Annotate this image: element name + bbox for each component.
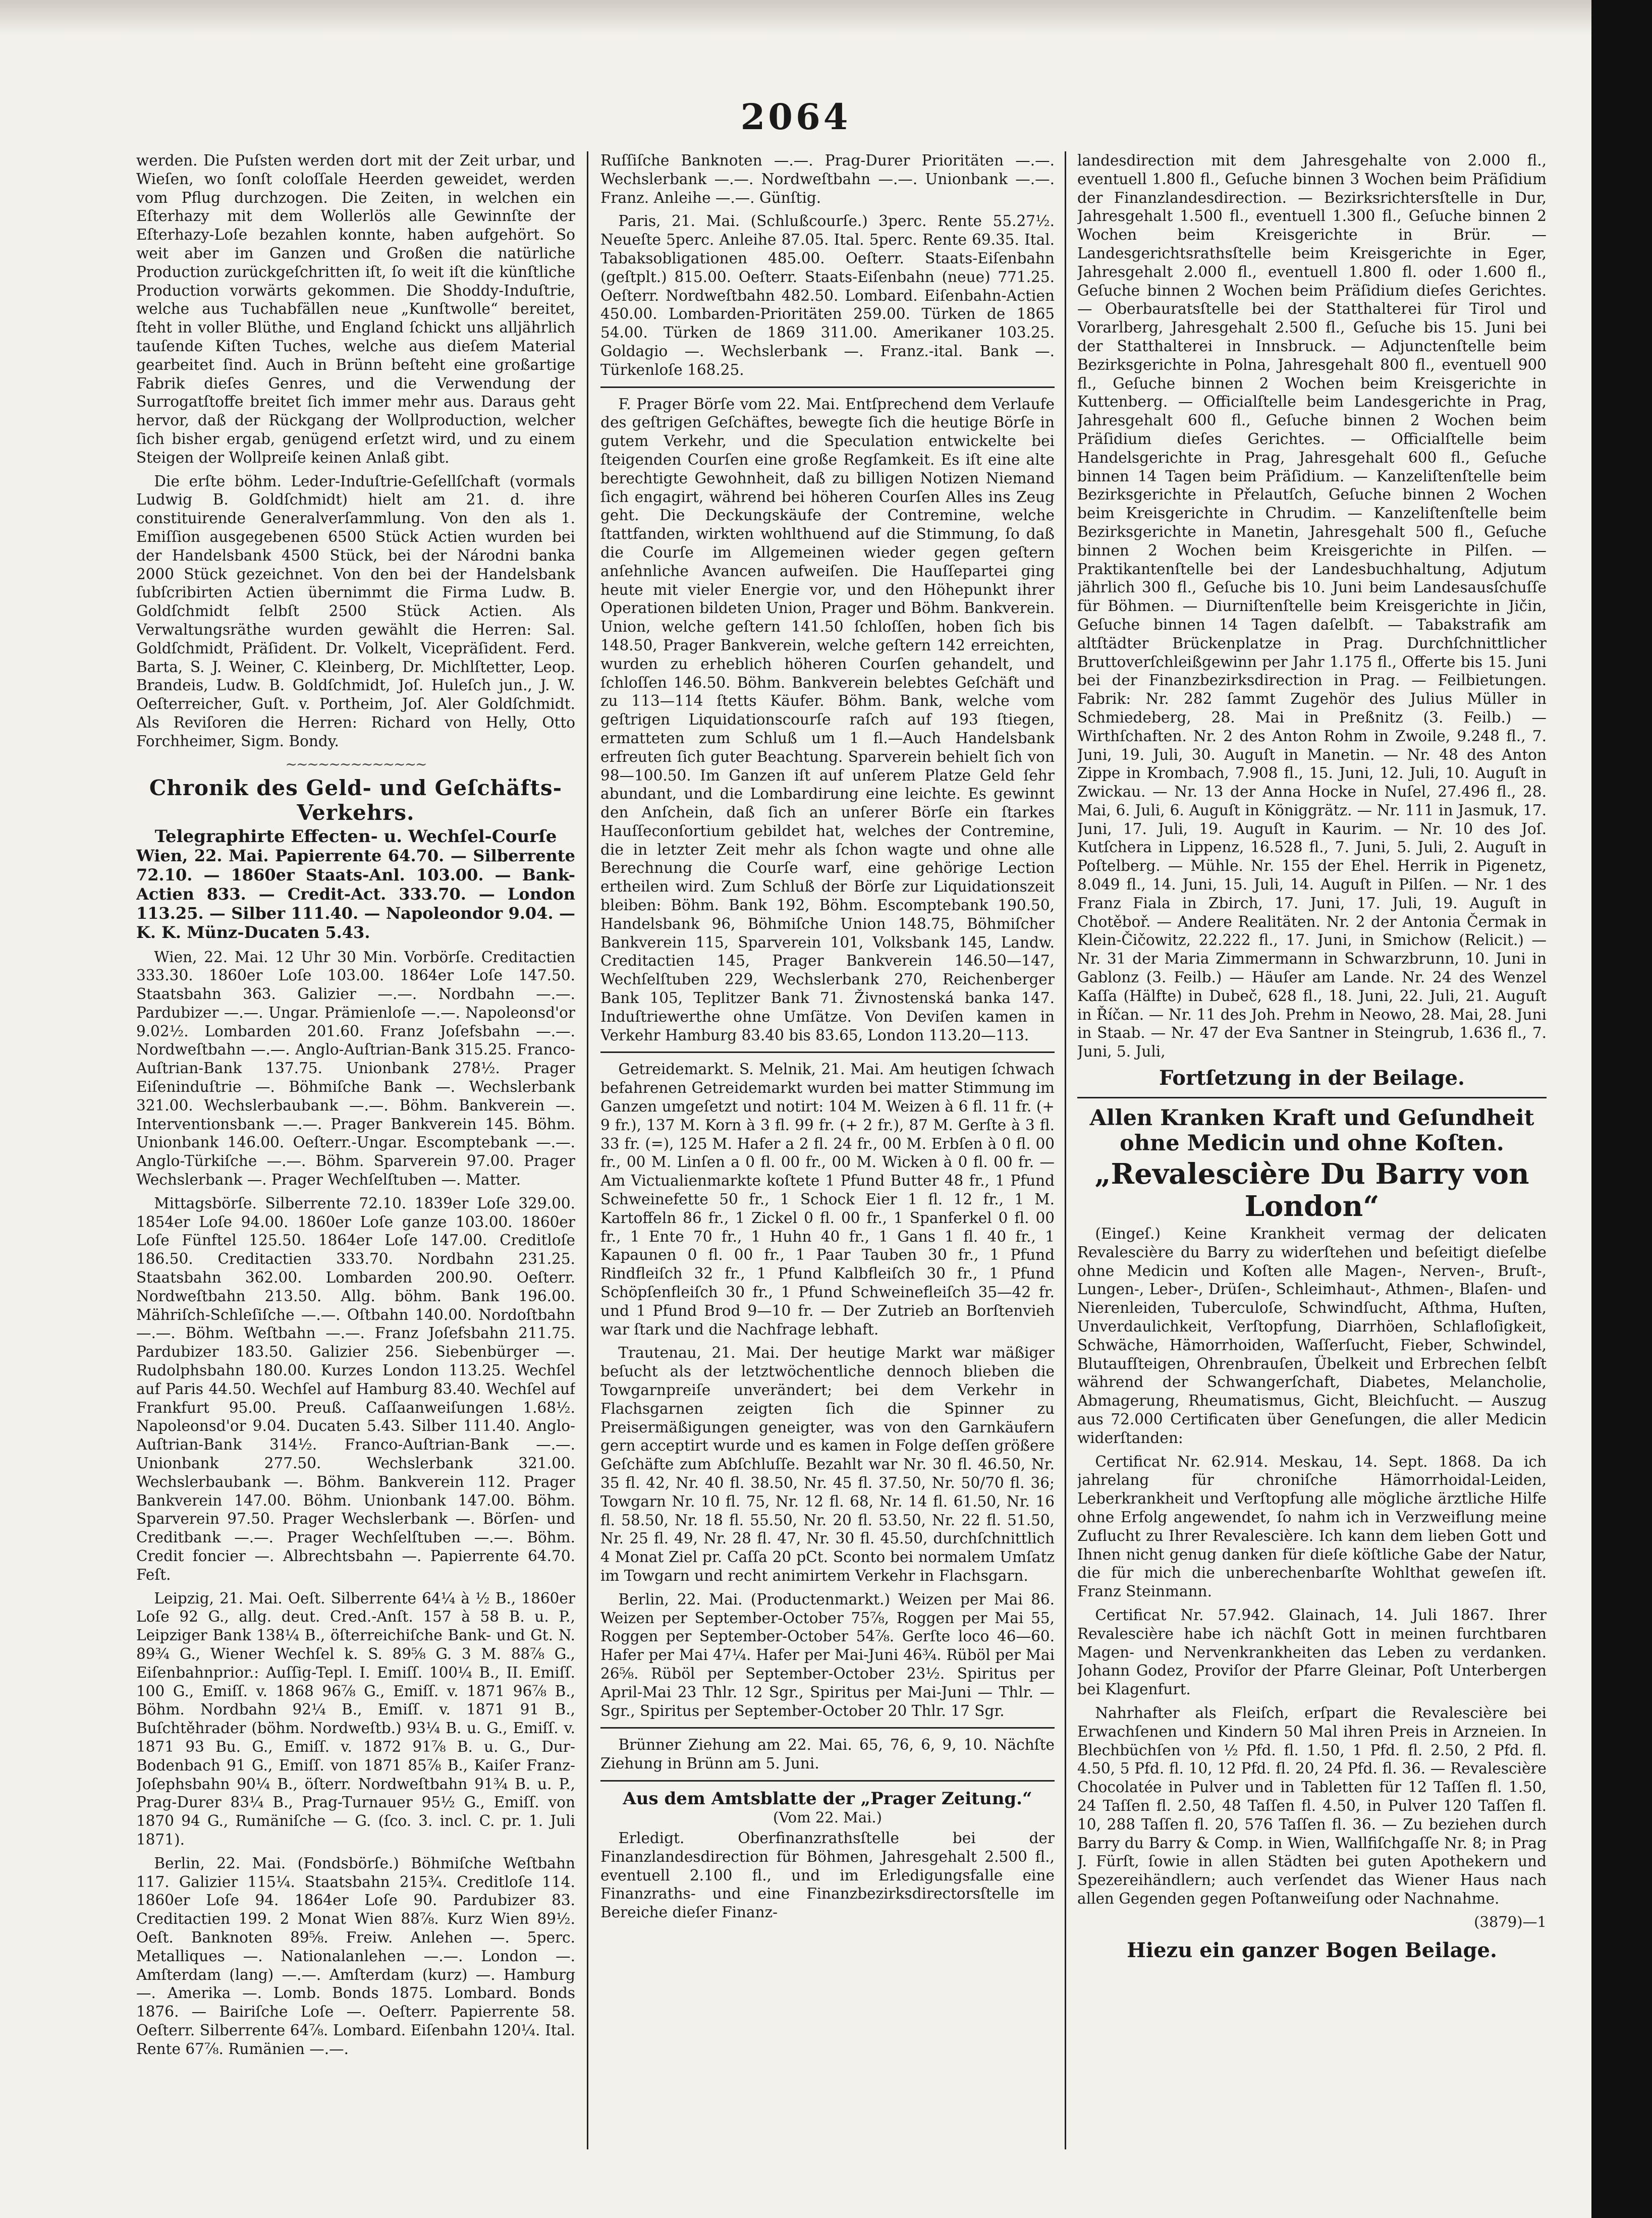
paragraph-berlin-fonds: Berlin, 22. Mai. (Fondsbörſe.) Böhmiſche Weſtbahn 117. Galizier 115¼. Staatsbahn 215¾. Creditloſe 114. 1860er Loſe 94. 1864er Loſe 90. Pardubizer 83. Creditactien 199. 2 Monat Wien 88⅞. Kurz Wien 89½. Oeſt. Banknoten 89⅝. Freiw. Anlehen —. 5perc. Metalliques —. Nationalanlehen —.—. London —. Amſterdam (lang) —.—. Amſterdam (kurz) —. Hamburg —. Amerika —. Lomb. Bonds 1875. Lombard. Bonds 1876. — Bairiſche Loſe —. Oeſterr. Papierrente 58. Oeſterr. Silberrente 64⅞. Lombard. Eiſenbahn 120¼. Ital. Rente 67⅞. Rumänien —.—. [136, 1854, 575, 2058]
paragraph-paris: Paris, 21. Mai. (Schlußcourſe.) 3perc. Rente 55.27½. Neueſte 5perc. Anleihe 87.05. Ital. 5perc. Rente 69.35. Ital. Tabaksobligationen 485.00. Oeſterr. Staats-Eiſenbahn (geſtplt.) 815.00. Oeſterr. Staats-Eiſenbahn (neue) 771.25. Oeſterr. Nordweſtbahn 482.50. Lombard. Eiſenbahn-Actien 450.00. Lombarden-Prioritäten 259.00. Türken de 1865 54.00. Türken de 1869 311.00. Amerikaner 103.25. Goldagio —. Wechslerbank —. Franz.-ital. Bank —. Türkenloſe 168.25. [600, 212, 1055, 378]
paragraph-continuation: Ruſſiſche Banknoten —.—. Prag-Durer Prioritäten —.—. Wechslerbank —.—. Nordweſtbahn —.—. Unionbank —.—. Franz. Anleihe —.—. Günſtig. [600, 152, 1055, 206]
paragraph-trautenau: Trautenau, 21. Mai. Der heutige Markt war mäßiger beſucht als der letztwöchentliche dennoch blieben die Towgarnpreiſe unverändert; bei dem Verkehr in Flachsgarnen zeigten ſich die Spinner zu Preisermäßigungen geneigter, was von den Garnkäufern gern acceptirt wurde und es kamen in Folge deſſen größere Geſchäfte zum Abſchluſſe. Bezahlt war Nr. 30 fl. 46.50, Nr. 35 fl. 42, Nr. 40 fl. 38.50, Nr. 45 fl. 37.50, Nr. 50/70 fl. 36; Towgarn Nr. 10 fl. 75, Nr. 12 fl. 68, Nr. 14 fl. 61.50, Nr. 16 fl. 58.50, Nr. 18 fl. 55.50, Nr. 20 fl. 53.50, Nr. 22 fl. 51.50, Nr. 25 fl. 49, Nr. 28 fl. 47, Nr. 30 fl. 45.50, durchſchnittlich 4 Monat Ziel pr. Caſſa 20 pCt. Sconto bei normalem Umſatz im Towgarn und recht animirtem Verkehr in Flachsgarn. [600, 1344, 1055, 1584]
section-title-chronik: Chronik des Geld- und Geſchäfts-Verkehrs. [149, 775, 563, 825]
ad-paragraph-prices: Nahrhafter als Fleiſch, erſpart die Revalescière bei Erwachſenen und Kindern 50 Mal ihren Preis in Arzneien. In Blechbüchſen von ½ Pfd. fl. 1.50, 1 Pfd. fl. 2.50, 2 Pfd. fl. 4.50, 5 Pfd. fl. 10, 12 Pfd. fl. 20, 24 Pfd. fl. 36. — Revalescière Chocolatée in Pulver und in Tabletten für 12 Taſſen fl. 1.50, 24 Taſſen fl. 2.50, 48 Taſſen fl. 4.50, in Pulver 120 Taſſen fl. 10, 288 Taſſen fl. 20, 576 Taſſen fl. 36. — Zu beziehen durch Barry du Barry & Comp. in Wien, Wallfiſchgaſſe Nr. 8; in Prag J. Fürſt, ſowie in allen Städten bei guten Apothekern und Spezereihändlern; auch verſendet das Wiener Haus nach allen Gegenden gegen Poſtanweiſung oder Nachnahme. [1077, 1704, 1547, 1907]
paragraph-wool: werden. Die Puſsten werden dort mit der Zeit urbar, und Wieſen, wo ſonſt coloſſale Heerden geweidet, werden vom Pflug durchzogen. Die Zeiten, in welchen ein Eſterhazy mit dem Wollerlös alle Gewinnſte der Eſterhazy-Loſe bezahlen konnte, haben aufgehört. So weit aber im Ganzen und Großen die natürliche Production zurückgeſchritten iſt, ſo weit iſt die künſtliche Production vorwärts gekommen. Die Shoddy-Induſtrie, welche aus Tuchabfällen neue „Kunſtwolle“ bereitet, ſteht in voller Blüthe, und England ſchickt uns alljährlich tauſende Kiſten Tuches, welche aus dieſem Material gearbeitet ſind. Auch in Brünn beſteht eine großartige Fabrik dieſes Genres, und die Verwendung der Surrogatſtoffe breitet ſich immer mehr aus. Daraus geht hervor, daß der Rückgang der Wollproduction, welcher ſich bisher ergab, genügend erſetzt wird, und zu einem Steigen der Wollpreiſe keinen Anlaß gibt. [136, 152, 575, 466]
paragraph-prague-bourse: F. Prager Börſe vom 22. Mai. Entſprechend dem Verlaufe des geſtrigen Geſchäftes, bewegte ſich die heutige Börſe in gutem Verkehr, und die Speculation entwickelte bei ſteigenden Courſen eine große Regſamkeit. Es iſt eine alte berechtigte Gewohnheit, daß zu billigen Notizen Niemand ſich engagirt, während bei höheren Courſen Alles ins Zeug geht. Die Deckungskäufe der Contremine, welche ſtattfanden, wirkten wohlthuend auf die Stimmung, ſo daß die Courſe im Allgemeinen wieder gegen geſtern anſehnliche Avancen aufweiſen. Die Hauſſepartei ging heute mit vieler Energie vor, und den Höhepunkt ihrer Operationen bildeten Union, Prager und Böhm. Bankverein. Union, welche geſtern 141.50 ſchloſſen, hoben ſich bis 148.50, Prager Bankverein, welche geſtern 142 erreichten, wurden zu erheblich höheren Courſen gehandelt, und ſchloſſen 146.50. Böhm. Bankverein belebtes Geſchäft und zu 113—114 ſtetts Käufer. Böhm. Bank, welche vom geſtrigen Liquidationscourſe raſch auf 193 ſtiegen, ermatteten zum Schluß um 1 fl.—Auch Handelsbank erfreuten ſich guter Beachtung. Sparverein behielt ſich von 98—100.50. Im Ganzen iſt auf unſerem Platze Geld ſehr abundant, und die Lombardirung eine leichte. Es gewinnt den Anſchein, daß ſich an unſerer Börſe ein ſtarkes Hauſſeconſortium gebildet hat, welches der Contremine, die in letzter Zeit mehr als ſchon wagte und ohne alle Berechnung die Courſe warf, eine gehörige Lection ertheilen wird. Zum Schluß der Börſe zur Liquidationszeit bleiben: Böhm. Bank 192, Böhm. Escomptebank 190.50, Handelsbank 96, Böhmiſche Union 148.75, Böhmiſcher Bankverein 115, Sparverein 101, Volksbank 145, Landw. Creditactien 145, Prager Bankverein 146.50—147, Wechſelſtuben 229, Wechslerbank 270, Reichenberger Bank 105, Teplitzer Bank 71. Živnostenská banka 147. Induſtriewerthe ohne Umſätze. Von Deviſen kamen in Verkehr Hamburg 83.40 bis 83.65, London 113.20—113. [600, 395, 1055, 1044]
divider-ornament: ~~~~~~~~~~~~~ [285, 755, 426, 772]
ad-paragraph-certificate-1: Certificat Nr. 62.914. Meskau, 14. Sept. 1868. Da ich jahrelang für chroniſche Hämorrhoidal-Leiden, Leberkrankheit und Verſtopfung alle mögliche ärztliche Hilfe ohne Erfolg angewendet, ſo nahm ich in Verzweiflung meine Zuflucht zu Ihrer Revalescière. Ich kann dem lieben Gott und Ihnen nicht genug danken für dieſe köſtliche Gabe der Natur, die für mich die unberechenbarſte Wohlthat geweſen iſt. Franz Steinmann. [1077, 1453, 1547, 1600]
divider [600, 1727, 1055, 1729]
telegraph-body: Wien, 22. Mai. Papierrente 64.70. — Silberrente 72.10. — 1860er Staats-Anl. 103.00. — Bank-Actien 833. — Credit-Act. 333.70. — London 113.25. — Silber 111.40. — Napoleondor 9.04. — K. K. Münz-Ducaten 5.43. [136, 846, 575, 942]
paragraph-vacancies-cont: landesdirection mit dem Jahresgehalte von 2.000 fl., eventuell 1.800 fl., Geſuche binnen 3 Wochen beim Präſidium der Finanzlandesdirection. — Bezirksrichtersſtelle in Dur, Jahresgehalt 1.500 fl., eventuell 1.300 fl., Geſuche binnen 2 Wochen beim Kreisgerichte in Brür. — Landesgerichtsrathsſtelle beim Kreisgerichte in Eger, Jahresgehalt 2.000 fl., eventuell 1.800 fl. oder 1.600 fl., Geſuche binnen 2 Wochen beim Präſidium dieſes Gerichtes. — Oberbauratsſtelle bei der Statthalterei für Tirol und Vorarlberg, Jahresgehalt 2.500 fl., Geſuche bis 15. Juni bei der Statthalterei in Innsbruck. — Adjunctenſtelle beim Bezirksgerichte in Polna, Jahresgehalt 800 fl., eventuell 900 fl., Geſuche binnen 2 Wochen beim Kreisgerichte in Kuttenberg. — Officialſtelle beim Landesgerichte in Prag, Jahresgehalt 600 fl., Geſuche binnen 2 Wochen beim Präſidium dieſes Gerichtes. — Officialſtelle beim Handelsgerichte in Prag, Jahresgehalt 600 fl., Geſuche binnen 14 Tagen beim Präſidium. — Kanzeliſtenſtelle beim Bezirksgerichte in Přelautſch, Geſuche binnen 2 Wochen beim Kreisgerichte in Chrudim. — Kanzeliſtenſtelle beim Bezirksgerichte in Manetin, Jahresgehalt 500 fl., Geſuche binnen 2 Wochen beim Kreisgerichte in Pilſen. — Praktikantenſtelle bei der Landesbuchhaltung, Adjutum jährlich 300 fl., Geſuche bis 10. Juni beim Landesausſchuſſe für Böhmen. — Diurniſtenſtelle beim Kreisgerichte in Jičin, Geſuche binnen 14 Tagen daſelbſt. — Tabakstrafik am altſtädter Brückenplatze in Prag. Durchſchnittlicher Bruttoverſchleißgewinn per Jahr 1.175 fl., Offerte bis 15. Juni bei der Finanzbezirksdirection in Prag. — Feilbietungen. Fabrik: Nr. 282 ſammt Zugehör des Julius Müller in Schmiedeberg, 28. Mai in Preßnitz (3. Feilb.) — Wirthſchaften. Nr. 2 des Anton Rohm in Zwoile, 9.248 fl., 7. Juni, 19. Juli, 30. Auguſt in Manetin. — Nr. 48 des Anton Zippe in Krombach, 7.908 fl., 15. Juni, 12. Juli, 10. Auguſt in Zwickau. — Nr. 13 der Anna Hocke in Nuſel, 27.496 fl., 28. Mai, 6. Juli, 6. Auguſt in Königgrätz. — Nr. 111 in Jasmuk, 17. Juni, 17. Juli, 19. Auguſt in Kaurim. — Nr. 10 des Joſ. Kutſchera in Lippenz, 16.528 fl., 7. Juni, 5. Juli, 2. Auguſt in Poſtelberg. — Mühle. Nr. 155 der Ehel. Herrik in Pigenetz, 8.049 fl., 14. Juni, 15. Juli, 14. Auguſt in Pilſen. — Nr. 1 des Franz Fiala in Zbirch, 17. Juni, 17. Juli, 19. Auguſt in Chotěboř. — Andere Realitäten. Nr. 2 der Antonia Čermak in Klein-Čičowitz, 22.222 fl., 17. Juni, in Smichow (Relicit.) — Nr. 31 der Maria Zimmermann in Schwarzbrunn, 10. Juni in Gablonz (3. Feilb.) — Häuſer am Lande. Nr. 24 des Wenzel Kaſſa (Hälfte) in Dubeč, 628 fl., 18. Juni, 22. Juli, 21. Auguſt in Říčan. — Nr. 11 des Joh. Prehm in Neowo, 28. Mai, 28. Juni in Staab. — Nr. 47 der Eva Santner in Steingrub, 1.636 fl., 7. Juni, 5. Juli, [1077, 152, 1547, 1061]
page-number: 2064 [740, 96, 851, 138]
ad-paragraph-intro: (Eingeſ.) Keine Krankheit vermag der delicaten Revalescière du Barry zu widerſtehen und beſeitigt dieſelbe ohne Medicin und Koſten alle Magen-, Nerven-, Bruſt-, Lungen-, Leber-, Drüſen-, Schleimhaut-, Athmen-, Blaſen- und Nierenleiden, Tuberculoſe, Schwindſucht, Aſthma, Huſten, Unverdaulichkeit, Verſtopfung, Diarrhöen, Schlafloſigkeit, Schwäche, Hämorrhoiden, Waſſerſucht, Fieber, Schwindel, Blutaufſteigen, Ohrenbrauſen, Übelkeit und Erbrechen ſelbſt während der Schwangerſchaft, Diabetes, Melancholie, Abmagerung, Rheumatismus, Gicht, Bleichſucht. — Auszug aus 72.000 Certificaten über Geneſungen, die aller Medicin widerſtanden: [1077, 1225, 1547, 1447]
telegraph-heading: Telegraphirte Effecten- u. Wechſel-Courſe [154, 826, 557, 847]
ad-paragraph-certificate-2: Certificat Nr. 57.942. Glainach, 14. Juli 1867. Ihrer Revalescière habe ich nächſt Gott in meinen furchtbaren Magen- und Nervenkrankheiten das Leben zu verdanken. Johann Godez, Proviſor der Pfarre Gleinar, Poſt Unterbergen bei Klagenfurt. [1077, 1606, 1547, 1698]
paragraph-vacancies: Erledigt. Oberfinanzrathsſtelle bei der Finanzlandesdirection für Böhmen, Jahresgehalt 2.500 fl., eventuell 2.100 fl., und im Erledigungsfalle eine Finanzraths- und eine Finanzbezirksdirectorsſtelle im Bereiche dieſer Finanz- [600, 1829, 1055, 1921]
paragraph-vienna-prebourse: Wien, 22. Mai. 12 Uhr 30 Min. Vorbörſe. Creditactien 333.30. 1860er Loſe 103.00. 1864er Loſe 147.50. Staatsbahn 363. Galizier —.—. Nordbahn —.—. Pardubizer —.—. Ungar. Prämienloſe —.—. Napoleonsd'or 9.02½. Lombarden 201.60. Franz Joſefsbahn —.—. Nordweſtbahn —.—. Anglo-Auſtrian-Bank 315.25. Franco-Auſtrian-Bank 137.75. Unionbank 278½. Prager Eiſeninduſtrie —. Böhmiſche Bank —. Wechslerbank 321.00. Wechslerbaubank —.—. Böhm. Bankverein —. Interventionsbank —.—. Prager Bankverein 145. Böhm. Unionbank 146.00. Oeſterr.-Ungar. Escomptebank —.—. Anglo-Türkiſche —.—. Böhm. Sparverein 97.00. Prager Wechslerbank —. Prager Wechſelſtuben —. Matter. [136, 948, 575, 1189]
amtsblatt-date: (Vom 22. Mai.) [773, 1808, 882, 1826]
column-right [1077, 151, 1547, 2149]
page-edge [0, 0, 1591, 35]
paragraph-leather: Die erſte böhm. Leder-Induſtrie-Geſellſchaft (vormals Ludwig B. Goldſchmidt) hielt am 21. d. ihre constituirende Generalverſammlung. Von den als 1. Emiſſion ausgegebenen 6500 Stück Actien wurden bei der Handelsbank 4500 Stück, bei der Národni banka 2000 Stück gezeichnet. Von den bei der Handelsbank ſubſcribirten Actien übernimmt die Firma Ludw. B. Goldſchmidt ſelbſt 2500 Stück Actien. Als Verwaltungsräthe wurden gewählt die Herren: Sal. Goldſchmidt, Präſident. Dr. Volkelt, Vicepräſident. Ferd. Barta, S. J. Weiner, C. Kleinberg, Dr. Michlſtetter, Leop. Brandeis, Ludw. B. Goldſchmidt, Joſ. Huleſch jun., J. W. Oeſterreicher, Guſt. v. Portheim, Joſ. Aler Goldſchmidt. Als Reviſoren die Herren: Richard von Helly, Otto Forchheimer, Sigm. Bondy. [136, 472, 575, 750]
supplement-note: Hiezu ein ganzer Bogen Beilage. [1127, 1938, 1497, 1962]
paragraph-berlin-products: Berlin, 22. Mai. (Productenmarkt.) Weizen per Mai 86. Weizen per September-October 75⅞, Roggen per Mai 55, Roggen per September-October 54⅞. Gerſte loco 46—60. Hafer per Mai 47¼. Hafer per Mai-Juni 46¾. Rüböl per Mai 26⅝. Rüböl per September-October 23½. Spiritus per April-Mai 23 Thlr. 12 Sgr., Spiritus per Mai-Juni — Thlr. — Sgr., Spiritus per September-October 20 Thlr. 17 Sgr. [600, 1590, 1055, 1720]
telegraph-quotes [136, 827, 575, 942]
continued-note: Fortſetzung in der Beilage. [1159, 1066, 1465, 1090]
section-title-amtsblatt: Aus dem Amtsblatte der „Prager Zeitung.“ [623, 1788, 1032, 1809]
column-rule [587, 151, 588, 2149]
paragraph-leipzig: Leipzig, 21. Mai. Oeſt. Silberrente 64¼ à ½ B., 1860er Loſe 92 G., allg. deut. Cred.-Anſt. 157 à 58 B. u. P., Leipziger Bank 138¼ B., öſterreichiſche Bank- und Gt. N. 89¾ G., Wiener Wechſel k. S. 89⅝ G. 3 M. 88⅞ G., Eiſenbahnprior.: Auſſig-Tepl. I. Emiſſ. 100¼ B., II. Emiſſ. 100 G., Emiſſ. v. 1868 96⅞ G., Emiſſ. v. 1871 96⅞ B., Böhm. Nordbahn 92¼ B., Emiſſ. v. 1871 91 B., Buſchtěhrader (böhm. Nordweſtb.) 93¼ B. u. G., Emiſſ. v. 1871 93 Bu. G., Emiſſ. v. 1872 91⅞ B. u. G., Dur-Bodenbach 91 G., Emiſſ. von 1871 85⅞ B., Kaiſer Franz-Joſephsbahn 90¼ B., öſterr. Nordweſtbahn 91¾ B. u. P., Prag-Durer 83¼ B., Prag-Turnauer 95½ G., Emiſſ. von 1870 94 G., Rumäniſche — G. (ſco. 3. incl. C. pr. 1. Juli 1871). [136, 1589, 575, 1848]
divider [600, 386, 1055, 388]
paragraph-midday-bourse: Mittagsbörſe. Silberrente 72.10. 1839er Loſe 329.00. 1854er Loſe 94.00. 1860er Loſe ganze 103.00. 1860er Loſe Fünftel 125.50. 1864er Loſe 147.00. Creditloſe 186.50. Creditactien 333.70. Nordbahn 231.25. Staatsbahn 362.00. Lombarden 200.90. Oeſterr. Nordweſtbahn 213.50. Allg. böhm. Bank 196.00. Mähriſch-Schleſiſche —.—. Oſtbahn 140.00. Nordoſtbahn —.—. Böhm. Weſtbahn —.—. Franz Joſefsbahn 211.75. Pardubizer 183.50. Galizier 256. Siebenbürger —. Rudolphsbahn 180.00. Kurzes London 113.25. Wechſel auf Paris 44.50. Wechſel auf Hamburg 83.40. Wechſel auf Frankfurt 95.00. Preuß. Caſſaanweiſungen 1.68½. Napoleonsd'or 9.04. Ducaten 5.43. Silber 111.40. Anglo-Auſtrian-Bank 314½. Franco-Auſtrian-Bank —.—. Unionbank 277.50. Wechslerbank 321.00. Wechslerbaubank —. Böhm. Bankverein 112. Prager Bankverein 147.00. Böhm. Unionbank 147.00. Böhm. Sparverein 97.50. Prager Wechslerbank —. Börſen- und Creditbank —.—. Prager Wechſelſtuben —.—. Böhm. Credit foncier —. Albrechtsbahn —. Papierrente 64.70. Feſt. [136, 1194, 575, 1583]
ad-code: (3879)—1 [1474, 1913, 1547, 1930]
divider [600, 1780, 1055, 1782]
paragraph-bruenn-lottery: Brünner Ziehung am 22. Mai. 65, 76, 6, 9, 10. Nächſte Ziehung in Brünn am 5. Juni. [600, 1736, 1055, 1772]
ad-brand-title: „Revalescière Du Barry von London“ [1094, 1157, 1529, 1224]
column-rule [1065, 151, 1066, 2149]
column-left [136, 151, 575, 2149]
divider [600, 1051, 1055, 1053]
scan-border [1591, 0, 1652, 2218]
divider [1077, 1097, 1547, 1098]
paragraph-grain-market: Getreidemarkt. S. Melnik, 21. Mai. Am heutigen ſchwach befahrenen Getreidemarkt wurden bei matter Stimmung im Ganzen umgeſetzt und notirt: 104 M. Weizen à 6 fl. 11 fr. (+ 9 fr.), 137 M. Korn à 3 fl. 99 fr. (+ 2 fr.), 87 M. Gerſte à 3 fl. 33 fr. (=), 125 M. Hafer a 2 fl. 24 fr., 00 M. Erbſen à 0 fl. 00 fr., 00 M. Linſen a 0 fl. 00 fr., 00 M. Wicken à 0 fl. 00 fr. — Am Victualienmarkte koſtete 1 Pfund Butter 48 fr., 1 Pfund Schweinefette 50 fr., 1 Schock Eier 1 fl. 12 fr., 1 M. Kartoffeln 86 fr., 1 Zickel 0 fl. 00 fr., 1 Spanferkel 0 fl. 00 fr., 1 Ente 70 fr., 1 Huhn 40 fr., 1 Gans 1 fl. 40 fr., 1 Kapaunen 0 fl. 00 fr., 1 Paar Tauben 30 fr., 1 Pfund Rindfleiſch 32 fr., 1 Pfund Kalbfleiſch 30 fr., 1 Pfund Schöpſenfleiſch 30 fr., 1 Pfund Schweinefleiſch 35—42 fr. und 1 Pfund Brod 9—10 fr. — Der Zutrieb an Borſtenvieh war ſtark und die Nachfrage lebhaft. [600, 1061, 1055, 1338]
ad-headline: Allen Kranken Kraft und Geſundheit ohne Medicin und ohne Koſten. [1089, 1105, 1534, 1156]
column-middle [600, 151, 1055, 2149]
